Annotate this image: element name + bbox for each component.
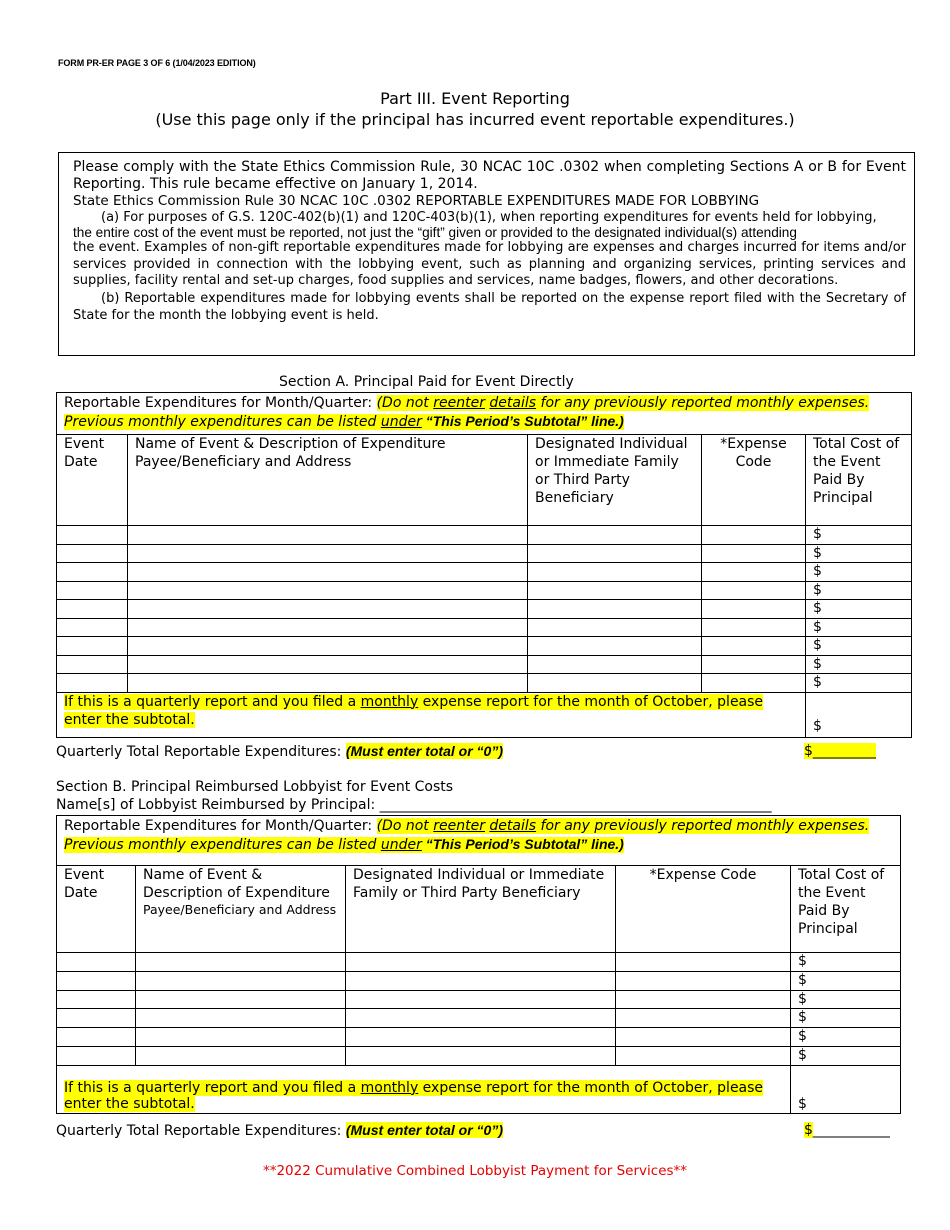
table-row bbox=[57, 618, 912, 637]
date-cell[interactable] bbox=[57, 637, 128, 656]
name-cell[interactable] bbox=[128, 563, 528, 582]
designated-cell[interactable] bbox=[528, 526, 702, 545]
table-row bbox=[57, 1009, 901, 1028]
col-total-cost: Total Cost of the Event Paid By Principal bbox=[806, 435, 912, 526]
section-a-header-row bbox=[57, 435, 912, 526]
designated-cell[interactable] bbox=[528, 637, 702, 656]
section-a-period-row bbox=[57, 393, 912, 435]
section-b-subtotal-row bbox=[57, 1065, 901, 1113]
section-b-period-row bbox=[57, 816, 901, 866]
name-cell[interactable] bbox=[128, 526, 528, 545]
section-a-subtotal-amount[interactable]: $ bbox=[806, 692, 912, 737]
amount-cell[interactable]: $ bbox=[806, 544, 912, 563]
must-enter-note: (Must enter total or “0”) bbox=[345, 743, 503, 759]
amount-cell[interactable]: $ bbox=[791, 1046, 901, 1065]
designated-cell[interactable] bbox=[528, 674, 702, 693]
date-cell[interactable] bbox=[57, 581, 128, 600]
code-cell[interactable] bbox=[616, 990, 791, 1009]
name-cell[interactable] bbox=[136, 1046, 346, 1065]
section-b-title: Section B. Principal Reimbursed Lobbyist for Event Costs bbox=[56, 779, 454, 795]
designated-cell[interactable] bbox=[346, 1009, 616, 1028]
lobbyist-label: Name[s] of Lobbyist Reimbursed by Principal: bbox=[56, 797, 380, 813]
code-cell[interactable] bbox=[616, 971, 791, 990]
date-cell[interactable] bbox=[57, 990, 136, 1009]
amount-cell[interactable]: $ bbox=[791, 1009, 901, 1028]
name-cell[interactable] bbox=[128, 618, 528, 637]
total-blank: _________ bbox=[812, 743, 876, 759]
designated-cell[interactable] bbox=[346, 953, 616, 972]
subtotal-text: If this is a quarterly report and you filed a bbox=[64, 1079, 361, 1096]
page-subtitle: (Use this page only if the principal has incurred event reportable expenditures.) bbox=[155, 110, 795, 129]
name-cell[interactable] bbox=[128, 544, 528, 563]
date-cell[interactable] bbox=[57, 600, 128, 619]
code-cell[interactable] bbox=[702, 581, 806, 600]
quarterly-label: Quarterly Total Reportable Expenditures: bbox=[56, 1123, 346, 1139]
rule-para-b: (b) Reportable expenditures made for lobbying events shall be reported on the expense report filed with the Secretary of State for the month the lobbying event is held. bbox=[73, 290, 906, 323]
note-text: for any previously reported monthly expenses. Previous monthly expenditures can be listed bbox=[64, 818, 870, 853]
section-b-subtotal-amount[interactable]: $ bbox=[791, 1065, 901, 1113]
date-cell[interactable] bbox=[57, 674, 128, 693]
section-a-quarterly-total[interactable] bbox=[804, 743, 876, 759]
subtotal-monthly: monthly bbox=[360, 1079, 419, 1096]
amount-cell[interactable]: $ bbox=[791, 1028, 901, 1047]
designated-cell[interactable] bbox=[528, 655, 702, 674]
col-name-line1: Name of Event & Description of Expenditure bbox=[135, 436, 446, 452]
rule-intro: Please comply with the State Ethics Commission Rule, 30 NCAC 10C .0302 when completing Sections A or B for Event Reporting. This rule became effective on January 1, 2014. bbox=[73, 159, 906, 192]
amount-cell[interactable]: $ bbox=[791, 953, 901, 972]
date-cell[interactable] bbox=[57, 971, 136, 990]
amount-cell[interactable]: $ bbox=[791, 971, 901, 990]
note-subtotal-line: “This Period’s Subtotal” line.) bbox=[421, 413, 624, 429]
code-cell[interactable] bbox=[702, 618, 806, 637]
col-event-date: Event Date bbox=[57, 866, 136, 953]
code-cell[interactable] bbox=[702, 674, 806, 693]
amount-cell[interactable]: $ bbox=[806, 637, 912, 656]
date-cell[interactable] bbox=[57, 953, 136, 972]
table-row bbox=[57, 1028, 901, 1047]
table-row bbox=[57, 563, 912, 582]
designated-cell[interactable] bbox=[346, 971, 616, 990]
period-label: Reportable Expenditures for Month/Quarter: bbox=[64, 818, 377, 834]
col-designated: Designated Individual or Immediate Family or Third Party Beneficiary bbox=[528, 435, 702, 526]
rule-box bbox=[58, 152, 915, 356]
section-b-subtotal-text bbox=[57, 1065, 791, 1113]
form-id: FORM PR-ER PAGE 3 OF 6 (1/04/2023 EDITION) bbox=[58, 58, 256, 68]
code-cell[interactable] bbox=[616, 1009, 791, 1028]
subtotal-text: expense report for the month of October, please enter the subtotal. bbox=[64, 693, 764, 728]
table-row bbox=[57, 581, 912, 600]
rule-para-a-1: (a) For purposes of G.S. 120C-402(b)(1) and 120C-403(b)(1), when reporting expenditures for events held for lobbying, bbox=[101, 210, 877, 225]
designated-cell[interactable] bbox=[528, 618, 702, 637]
designated-cell[interactable] bbox=[346, 1046, 616, 1065]
designated-cell[interactable] bbox=[528, 544, 702, 563]
col-name-line2: Payee/Beneficiary and Address bbox=[135, 454, 352, 470]
date-cell[interactable] bbox=[57, 1046, 136, 1065]
page-title: Part III. Event Reporting bbox=[380, 89, 570, 108]
name-cell[interactable] bbox=[136, 1028, 346, 1047]
date-cell[interactable] bbox=[57, 563, 128, 582]
section-b-quarterly-label bbox=[56, 1122, 503, 1139]
note-details: details bbox=[489, 818, 537, 834]
code-cell[interactable] bbox=[702, 544, 806, 563]
table-row bbox=[57, 1046, 901, 1065]
name-cell[interactable] bbox=[128, 674, 528, 693]
date-cell[interactable] bbox=[57, 1028, 136, 1047]
subtotal-text: expense report for the month of October, please enter the subtotal. bbox=[64, 1079, 764, 1112]
subtotal-monthly: monthly bbox=[360, 693, 419, 710]
code-cell[interactable] bbox=[616, 953, 791, 972]
code-cell[interactable] bbox=[702, 655, 806, 674]
section-a-title: Section A. Principal Paid for Event Directly bbox=[279, 374, 574, 390]
code-cell[interactable] bbox=[702, 563, 806, 582]
table-row bbox=[57, 953, 901, 972]
col-expense-code: *Expense Code bbox=[616, 866, 791, 953]
date-cell[interactable] bbox=[57, 526, 128, 545]
note-reenter: reenter bbox=[433, 395, 485, 411]
name-cell[interactable] bbox=[128, 581, 528, 600]
note-subtotal-line: “This Period’s Subtotal” line.) bbox=[421, 836, 624, 852]
note-under: under bbox=[380, 837, 422, 853]
col-name-line2: Payee/Beneficiary and Address bbox=[143, 902, 337, 917]
name-cell[interactable] bbox=[136, 1009, 346, 1028]
designated-cell[interactable] bbox=[346, 990, 616, 1009]
section-a-subtotal-row bbox=[57, 692, 912, 737]
table-row bbox=[57, 674, 912, 693]
section-b-table bbox=[56, 815, 901, 1114]
col-designated: Designated Individual or Immediate Family or Third Party Beneficiary bbox=[346, 866, 616, 953]
date-cell[interactable] bbox=[57, 618, 128, 637]
designated-cell[interactable] bbox=[528, 581, 702, 600]
col-name-line1: Name of Event & Description of Expenditure bbox=[143, 867, 330, 901]
col-name-of-event bbox=[128, 435, 528, 526]
table-row bbox=[57, 526, 912, 545]
rule-para-a-2: the entire cost of the event must be reported, not just the “gift” given or provided to the designated individual(s) attending bbox=[73, 225, 797, 240]
table-row bbox=[57, 990, 901, 1009]
name-cell[interactable] bbox=[128, 655, 528, 674]
rule-heading: State Ethics Commission Rule 30 NCAC 10C .0302 REPORTABLE EXPENDITURES MADE FOR LOBBYING bbox=[73, 193, 760, 209]
name-cell[interactable] bbox=[136, 971, 346, 990]
section-a-table bbox=[56, 392, 912, 738]
amount-cell[interactable]: $ bbox=[806, 618, 912, 637]
lobbyist-blank: ________________________________________________________ bbox=[379, 797, 772, 813]
table-row bbox=[57, 600, 912, 619]
date-cell[interactable] bbox=[57, 1009, 136, 1028]
amount-cell[interactable]: $ bbox=[806, 674, 912, 693]
designated-cell[interactable] bbox=[528, 563, 702, 582]
amount-cell[interactable]: $ bbox=[791, 990, 901, 1009]
section-b-quarterly-total[interactable] bbox=[804, 1122, 890, 1138]
must-enter-note: (Must enter total or “0”) bbox=[345, 1122, 503, 1138]
section-a-subtotal-text bbox=[57, 692, 806, 737]
name-cell[interactable] bbox=[136, 990, 346, 1009]
note-text: (Do not bbox=[376, 395, 434, 411]
rule-para-a bbox=[73, 210, 906, 225]
table-row bbox=[57, 544, 912, 563]
section-a-quarterly-label bbox=[56, 743, 503, 760]
note-under: under bbox=[380, 414, 422, 430]
rule-para-a-3: the event. Examples of non-gift reportable expenditures made for lobbying are expenses and charges incurred for items and/or services provided in connection with the lobbying event, such as planning and organizing services, printing services and supplies, facility rental and set-up charges, food supplies and services, name badges, flowers, and other decorations. bbox=[73, 240, 906, 288]
cumulative-payment-heading: **2022 Cumulative Combined Lobbyist Payment for Services** bbox=[262, 1163, 688, 1179]
col-event-date: Event Date bbox=[57, 435, 128, 526]
name-cell[interactable] bbox=[128, 600, 528, 619]
name-cell[interactable] bbox=[136, 953, 346, 972]
date-cell[interactable] bbox=[57, 544, 128, 563]
section-a-period-cell[interactable] bbox=[57, 393, 912, 435]
designated-cell[interactable] bbox=[528, 600, 702, 619]
date-cell[interactable] bbox=[57, 655, 128, 674]
note-reenter: reenter bbox=[433, 818, 485, 834]
amount-cell[interactable]: $ bbox=[806, 581, 912, 600]
name-cell[interactable] bbox=[128, 637, 528, 656]
amount-cell[interactable]: $ bbox=[806, 600, 912, 619]
table-row bbox=[57, 971, 901, 990]
code-cell[interactable] bbox=[702, 600, 806, 619]
note-text: (Do not bbox=[376, 818, 434, 834]
total-dollar: $ bbox=[804, 743, 813, 759]
amount-cell[interactable]: $ bbox=[806, 655, 912, 674]
section-b-period-cell[interactable] bbox=[57, 816, 901, 866]
code-cell[interactable] bbox=[702, 526, 806, 545]
table-row bbox=[57, 637, 912, 656]
col-name-of-event bbox=[136, 866, 346, 953]
subtotal-text: If this is a quarterly report and you filed a bbox=[64, 693, 361, 710]
amount-cell[interactable]: $ bbox=[806, 526, 912, 545]
quarterly-label: Quarterly Total Reportable Expenditures: bbox=[56, 744, 346, 760]
note-details: details bbox=[489, 395, 537, 411]
amount-cell[interactable]: $ bbox=[806, 563, 912, 582]
lobbyist-name-field[interactable] bbox=[56, 797, 772, 813]
col-expense-code: *Expense Code bbox=[702, 435, 806, 526]
section-b-header-row bbox=[57, 866, 901, 953]
period-label: Reportable Expenditures for Month/Quarter: bbox=[64, 395, 377, 411]
code-cell[interactable] bbox=[616, 1046, 791, 1065]
col-total-cost: Total Cost of the Event Paid By Principal bbox=[791, 866, 901, 953]
note-text: for any previously reported monthly expenses. Previous monthly expenditures can be listed bbox=[64, 395, 870, 430]
code-cell[interactable] bbox=[702, 637, 806, 656]
designated-cell[interactable] bbox=[346, 1028, 616, 1047]
code-cell[interactable] bbox=[616, 1028, 791, 1047]
total-blank: ___________ bbox=[812, 1122, 890, 1138]
table-row bbox=[57, 655, 912, 674]
total-dollar: $ bbox=[804, 1122, 813, 1138]
